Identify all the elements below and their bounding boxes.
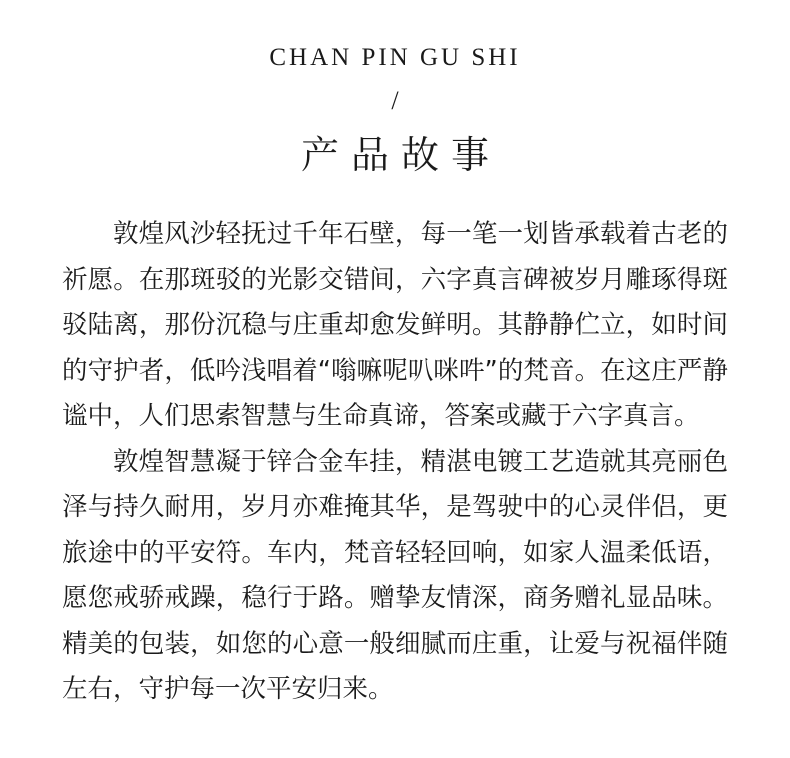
page-title: 产品故事 (300, 133, 501, 177)
story-paragraph-1: 敦煌风沙轻抚过千年石壁，每一笔一划皆承载着古老的祈愿。在那斑驳的光影交错间，六字真言碑被岁月雕琢得斑驳陆离，那份沉稳与庄重却愈发鲜明。其静静伫立，如时间的守护者，低吟浅唱着“嗡嘛呢叭咪吽”的梵音。在这庄严静谧中，人们思索智慧与生命真谛，答案或藏于六字真言。 (62, 219, 728, 431)
story-paragraph-2: 敦煌智慧凝于锌合金车挂，精湛电镀工艺造就其亮丽色泽与持久耐用，岁月亦难掩其华，是驾驶中的心灵伴侣，更旅途中的平安符。车内，梵音轻轻回响，如家人温柔低语，愿您戒骄戒躁，稳行于路。赠挚友情深，商务赠礼显品味。精美的包装，如您的心意一般细腻而庄重，让爱与祝福伴随左右，守护每一次平安归来。 (62, 446, 728, 704)
pinyin-heading: CHAN PIN GU SHI (269, 44, 521, 71)
story-body (62, 212, 728, 713)
heading-divider-slash: / (391, 86, 399, 115)
